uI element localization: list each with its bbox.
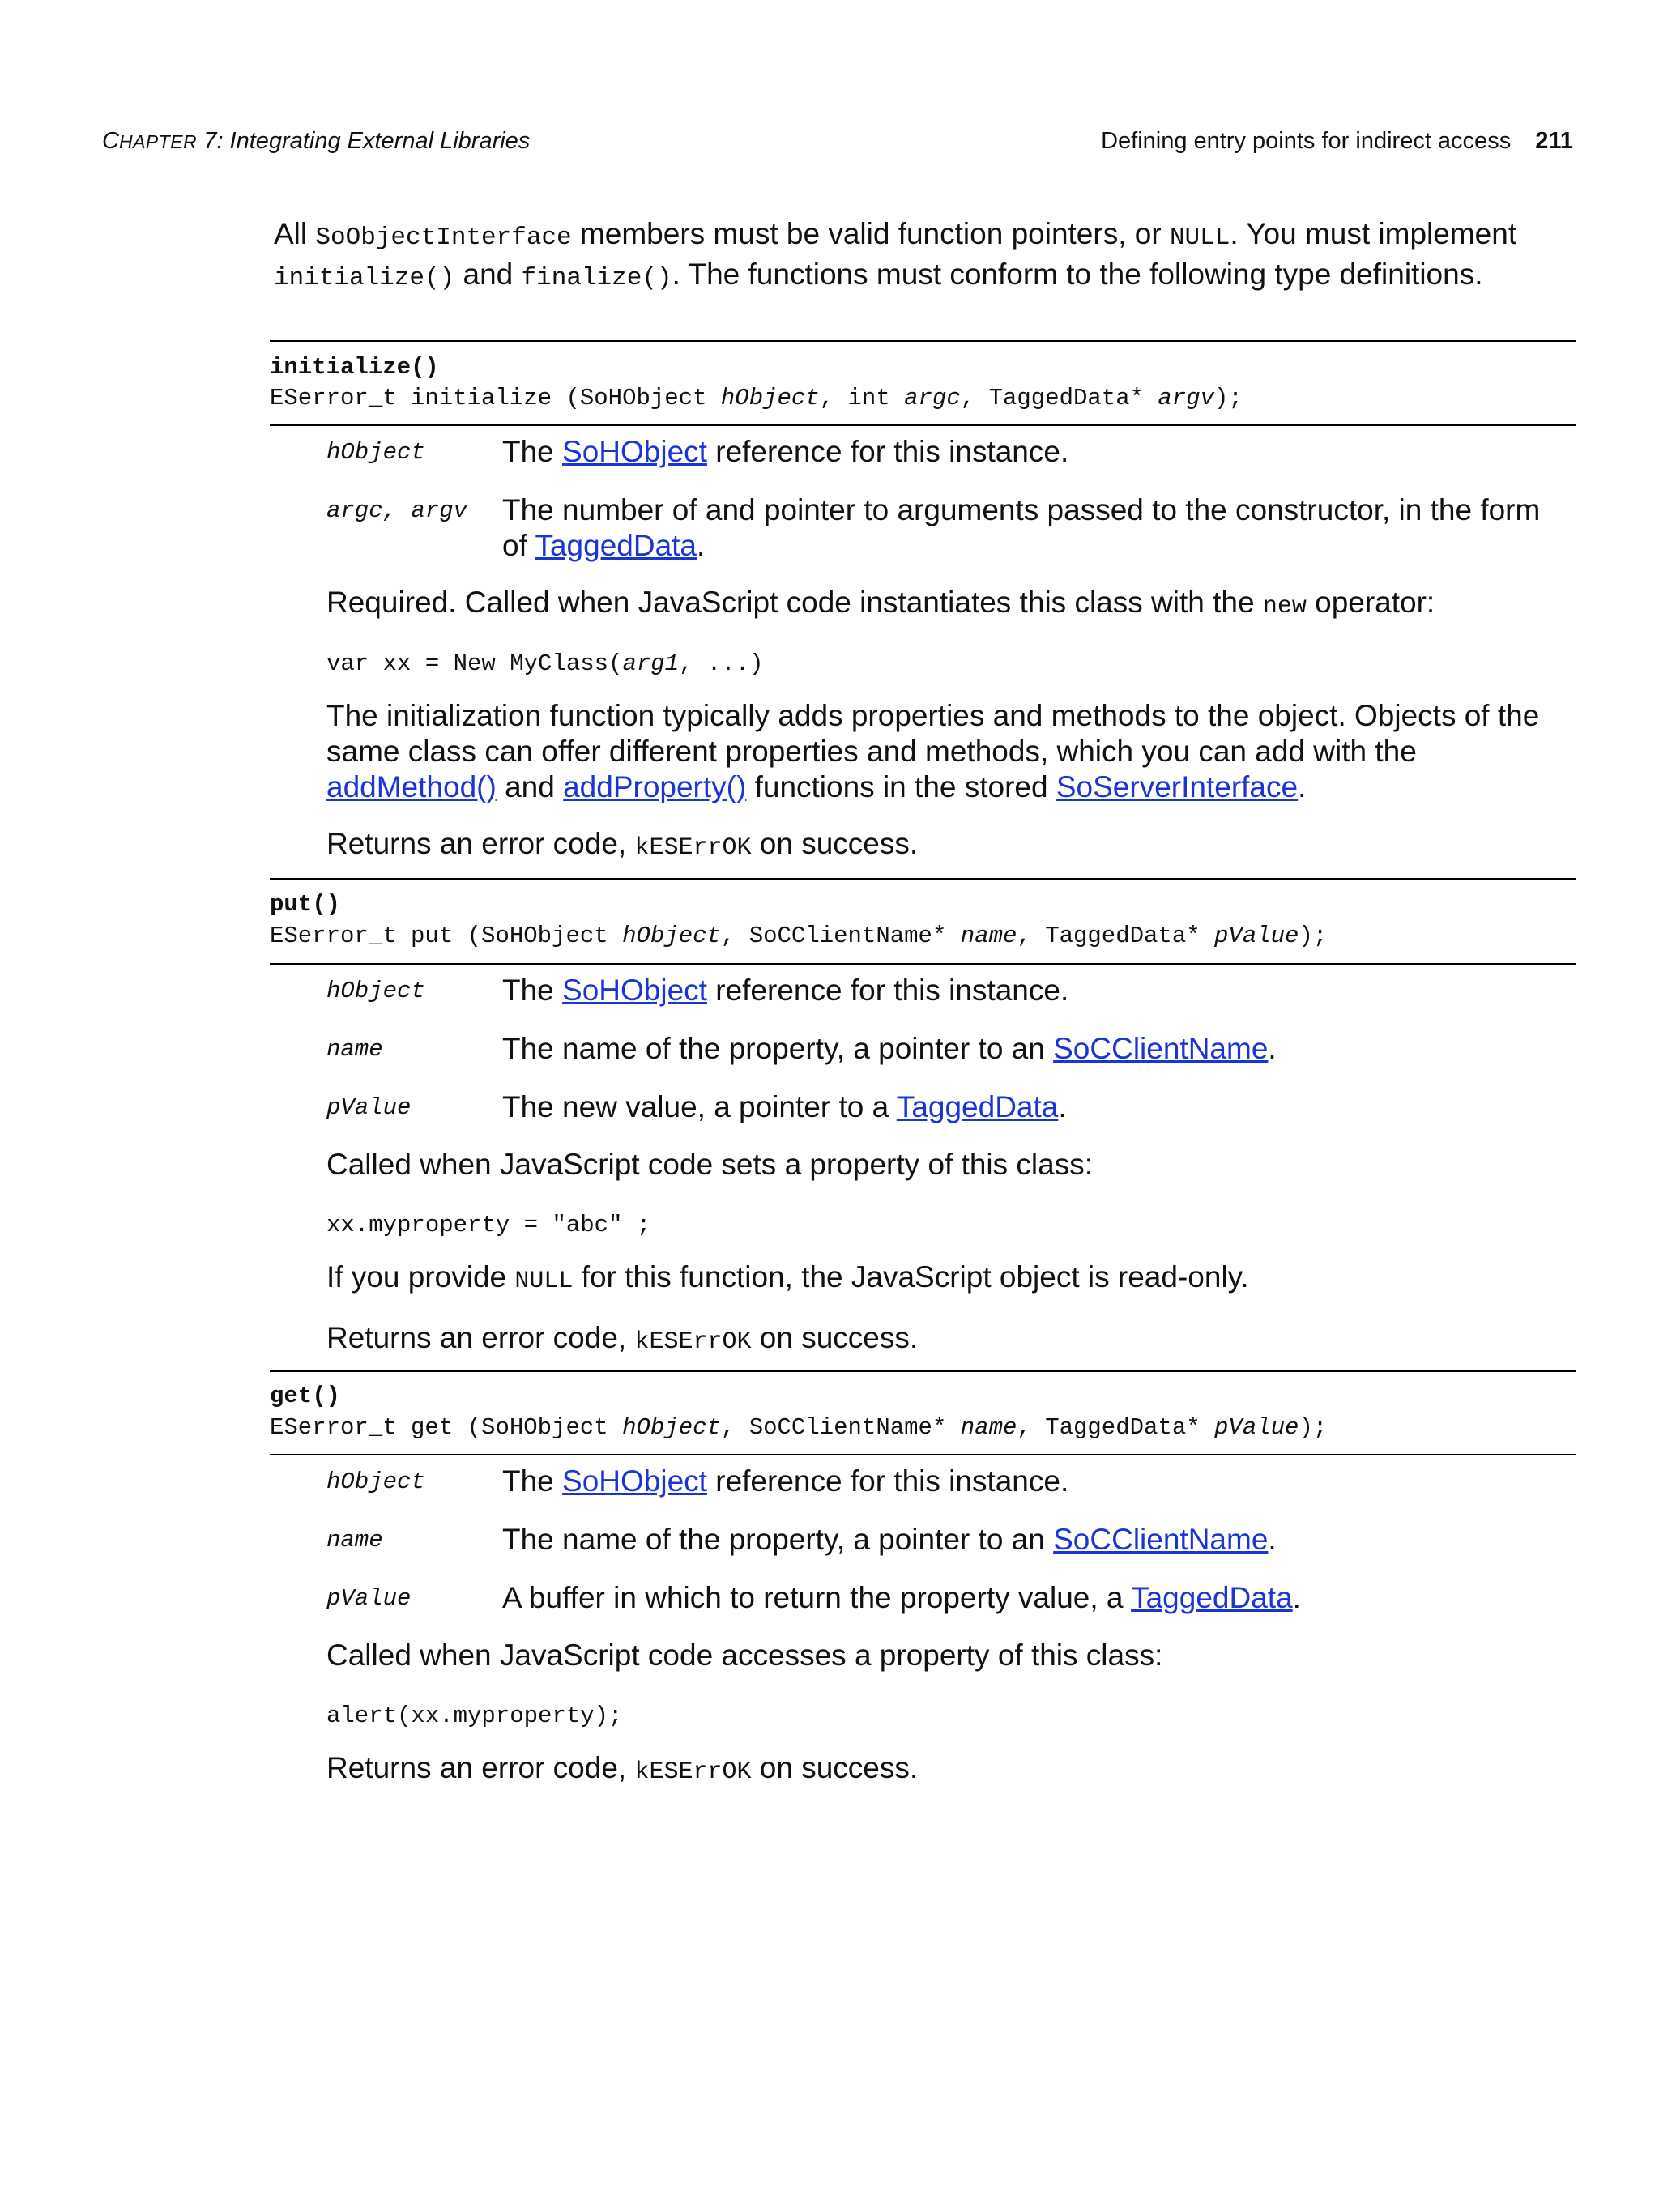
link-soserverinterface[interactable]: SoServerInterface: [1056, 770, 1299, 803]
section-rule: [270, 340, 1576, 342]
param-description: The SoHObject reference for this instance.: [502, 435, 1069, 468]
called-text: Called when JavaScript code sets a property of this class:: [326, 1148, 1094, 1181]
intro-text: . The functions must conform to the following type definitions.: [672, 258, 1483, 291]
function-name-get: get(): [270, 1383, 341, 1409]
code-example: alert(xx.myproperty);: [326, 1703, 623, 1729]
page-number: 211: [1535, 128, 1573, 154]
returns-text: Returns an error code, kESErrOK on success.: [326, 827, 919, 862]
intro-paragraph: [274, 215, 1554, 296]
param-description: The name of the property, a pointer to an SoCClientName.: [502, 1032, 1277, 1065]
note-text: If you provide NULL for this function, the JavaScript object is read-only.: [326, 1260, 1249, 1295]
param-description: The name of the property, a pointer to an SoCClientName.: [502, 1523, 1277, 1556]
link-socclientname[interactable]: SoCClientName: [1053, 1523, 1269, 1556]
intro-text: and: [454, 258, 522, 291]
param-name: name: [326, 1527, 383, 1554]
intro-code: finalize(): [521, 264, 672, 292]
section-title: Defining entry points for indirect access: [1101, 128, 1512, 154]
link-sohobject[interactable]: SoHObject: [562, 1464, 707, 1498]
param-name: hObject: [326, 439, 425, 466]
link-addproperty[interactable]: addProperty(): [563, 770, 747, 803]
intro-code: NULL: [1169, 224, 1230, 252]
section-header: [1101, 128, 1573, 155]
returns-text: Returns an error code, kESErrOK on success.: [326, 1751, 919, 1786]
link-taggeddata[interactable]: TaggedData: [535, 529, 697, 562]
section-rule: [270, 1454, 1576, 1455]
function-name-put: put(): [270, 891, 341, 918]
link-taggeddata[interactable]: TaggedData: [1131, 1581, 1293, 1614]
param-name: argc, argv: [326, 497, 468, 524]
param-description: The new value, a pointer to a TaggedData.: [502, 1090, 1067, 1123]
section-rule: [270, 963, 1576, 965]
section-rule: [270, 878, 1576, 880]
param-description: The SoHObject reference for this instance.: [502, 974, 1069, 1007]
intro-text: All: [274, 217, 316, 250]
section-rule: [270, 1370, 1576, 1372]
required-text: Required. Called when JavaScript code instantiates this class with the new operator:: [326, 586, 1435, 620]
intro-code: SoObjectInterface: [315, 224, 572, 252]
intro-text: . You must implement: [1230, 217, 1517, 250]
param-name: pValue: [326, 1585, 412, 1612]
signature-get: ESerror_t get (SoHObject hObject, SoCClientName* name, TaggedData* pValue);: [270, 1414, 1328, 1441]
param-name: name: [326, 1036, 383, 1063]
function-name-initialize: initialize(): [270, 354, 439, 381]
chapter-prefix: C: [102, 128, 119, 154]
link-socclientname[interactable]: SoCClientName: [1053, 1032, 1269, 1065]
param-description: The SoHObject reference for this instance.: [502, 1464, 1069, 1498]
code-example: xx.myproperty = "abc" ;: [326, 1212, 651, 1238]
link-sohobject[interactable]: SoHObject: [562, 435, 707, 468]
chapter-smallcaps: HAPTER: [118, 131, 198, 152]
code-example: var xx = New MyClass(arg1, ...): [326, 650, 764, 677]
param-name: hObject: [326, 978, 425, 1004]
returns-text: Returns an error code, kESErrOK on success.: [326, 1321, 919, 1356]
param-description: A buffer in which to return the property value, a TaggedData.: [502, 1581, 1301, 1614]
link-addmethod[interactable]: addMethod(): [326, 770, 497, 803]
intro-text: members must be valid function pointers, or: [571, 217, 1170, 250]
chapter-title: 7: Integrating External Libraries: [203, 128, 531, 154]
signature-initialize: ESerror_t initialize (SoHObject hObject, int argc, TaggedData* argv);: [270, 385, 1243, 411]
called-text: Called when JavaScript code accesses a property of this class:: [326, 1639, 1163, 1672]
param-name: pValue: [326, 1094, 412, 1121]
param-name: hObject: [326, 1468, 425, 1495]
link-sohobject[interactable]: SoHObject: [562, 974, 707, 1007]
param-description: The number of and pointer to arguments passed to the constructor, in the form of TaggedData.: [502, 493, 1541, 562]
link-taggeddata[interactable]: TaggedData: [896, 1090, 1059, 1123]
signature-put: ESerror_t put (SoHObject hObject, SoCClientName* name, TaggedData* pValue);: [270, 923, 1328, 949]
chapter-header: [102, 128, 530, 155]
intro-code: initialize(): [274, 264, 455, 292]
section-rule: [270, 424, 1576, 426]
description-paragraph: The initialization function typically adds properties and methods to the object. Objects of the same class can offer different properties and methods, which you can add with the addMethod() and addProperty() functions in the stored SoServerInterface.: [326, 699, 1540, 803]
